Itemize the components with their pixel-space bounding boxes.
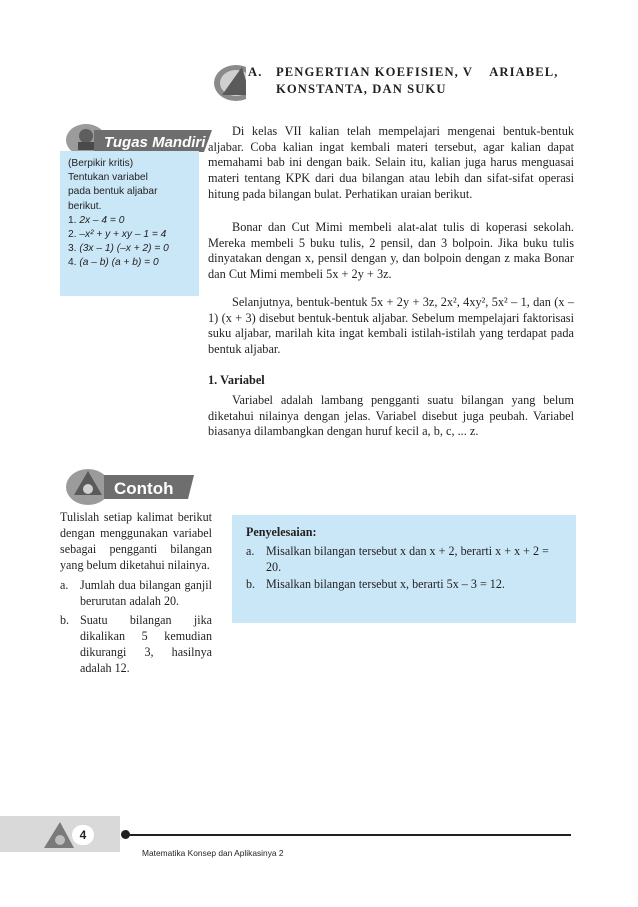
tugas-heading: (Berpikir kritis) [68, 158, 134, 169]
tugas-mandiri-box [60, 151, 199, 296]
solution-item: b. Misalkan bilangan tersebut x, berarti 5x – 3 = 12. [246, 576, 505, 591]
solution-title: Penyelesaian: [246, 525, 317, 539]
paragraph-example: Bonar dan Cut Mimi membeli alat-alat tulis di koperasi sekolah. Mereka membeli 5 buku tulis, 2 pensil, dan 3 bolpoin. Jika buku tulis dinyatakan dengan x, pensil dengan y, dan bolpoin dengan z maka Bonar dan Cut Mimi membeli 5x + 2y + 3z. [208, 220, 574, 282]
solution-box [232, 515, 576, 623]
contoh-item: a. Jumlah dua bilangan ganjil berurutan adalah 20. [60, 577, 212, 608]
section-title-line1: PENGERTIAN KOEFISIEN, V ARIABEL, [276, 65, 559, 79]
subheading-variabel: 1. Variabel [208, 373, 265, 387]
tugas-item: 1. 2x – 4 = 0 [68, 214, 125, 226]
tugas-intro-2: pada bentuk aljabar [68, 186, 158, 198]
paragraph-intro: Di kelas VII kalian telah mempelajari mengenai bentuk-bentuk aljabar. Coba kalian ingat kembali materi tersebut, agar kalian dapat memahami bab ini dengan baik. Selain itu, kalian juga harus menguasai materi tentang KPK dari dua bilangan atau lebih dan sifat-sifat operasi hitung pada bilangan bulat. Perhatikan uraian berikut. [208, 124, 574, 201]
paragraph-algebraic-forms: Selanjutnya, bentuk-bentuk 5x + 2y + 3z, 2x², 4xy², 5x² – 1, dan (x – 1) (x + 3) disebut bentuk-bentuk aljabar. Sebelum mempelajari faktorisasi suku aljabar, marilah kita ingat kembali istilah-istilah yang terdapat pada bentuk aljabar. [208, 295, 574, 357]
section-title [248, 64, 588, 98]
contoh-question [60, 510, 212, 677]
contoh-question-text: Tulislah setiap kalimat berikut dengan menggunakan variabel sebagai pengganti bilangan yang belum diketahui nilainya. [60, 510, 212, 572]
tugas-item: 2. –x² + y + xy – 1 = 4 [68, 229, 167, 241]
contoh-item: b. Suatu bilangan jika dikalikan 5 kemudian dikurangi 3, hasilnya adalah 12. [60, 613, 212, 676]
tugas-intro-1: Tentukan variabel [68, 172, 148, 184]
contoh-logo [64, 463, 214, 507]
solution-item: a. Misalkan bilangan tersebut x dan x + 2, berarti x + x + 2 = 20. [246, 543, 549, 574]
tugas-list [68, 214, 191, 271]
tugas-intro-3: berikut. [68, 200, 102, 212]
contoh-logo-text: Contoh [114, 479, 174, 498]
tugas-item: 3. (3x – 1) (–x + 2) = 0 [68, 243, 169, 255]
tugas-item: 4. (a – b) (a + b) = 0 [68, 257, 159, 269]
footer-dot [121, 830, 130, 839]
page-number: 4 [72, 825, 94, 845]
section-letter: A. [248, 65, 263, 79]
footer-divider [124, 834, 571, 836]
paragraph-variabel-definition: Variabel adalah lambang pengganti suatu bilangan yang belum diketahui nilainya dengan jelas. Variabel disebut juga peubah. Variabel biasanya dilambangkan dengan huruf kecil a, b, c, ... z. [208, 393, 574, 439]
footer-book-title: Matematika Konsep dan Aplikasinya 2 [142, 848, 284, 858]
tugas-logo-text: Tugas Mandiri [104, 134, 206, 151]
section-title-line2: KONSTANTA, DAN SUKU [276, 82, 447, 96]
